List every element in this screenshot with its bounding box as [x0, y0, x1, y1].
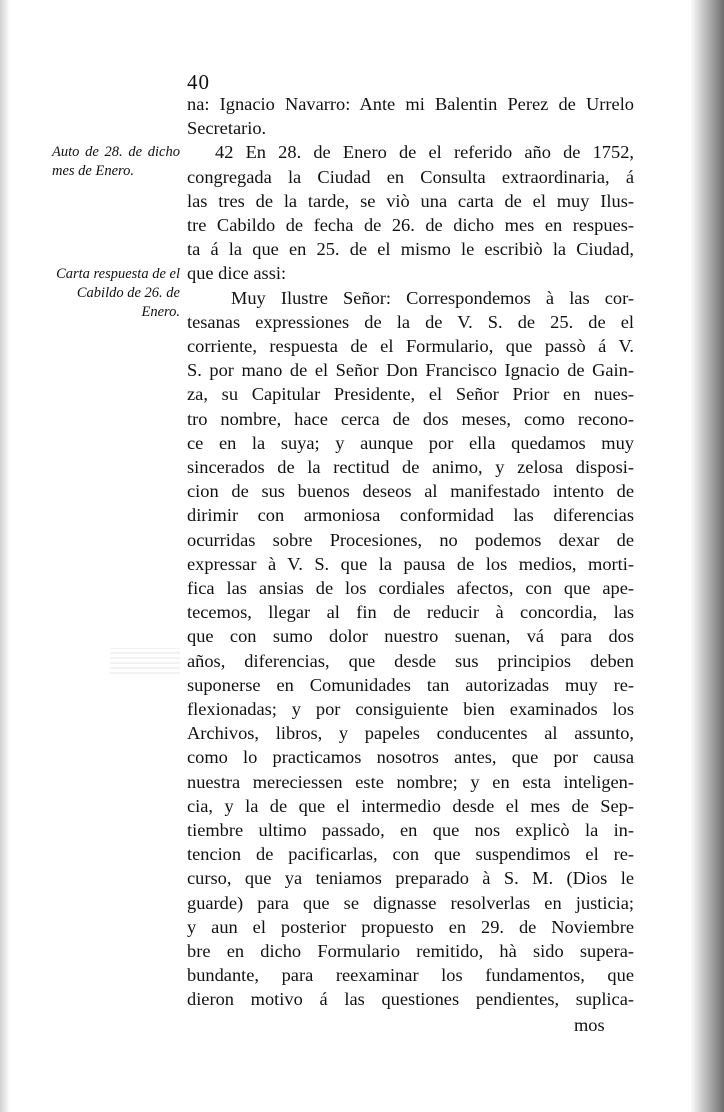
text-line: ce en la suya; y aunque por ella quedamos muy — [187, 432, 634, 453]
text-line: suponerse en Comunidades tan autorizadas muy re- — [187, 674, 634, 695]
text-line: ta á la que en 25. de el mismo le escribiò la Ciudad, — [187, 239, 634, 260]
text-line: dirimir con armoniosa conformidad las diferencias — [187, 505, 634, 526]
margin-note-auto: Auto de 28. de dicho mes de Enero. — [52, 144, 180, 180]
text-line: curso, que ya teniamos preparado à S. M. (Dios le — [187, 868, 634, 889]
text-line: como lo practicamos nosotros antes, que por causa — [187, 747, 634, 768]
text-line: S. por mano de el Señor Don Francisco Ignacio de Gain- — [187, 360, 634, 381]
text-line: Archivos, libros, y papeles conducentes al assunto, — [187, 723, 634, 744]
text-line: tencion de pacificarlas, con que suspendimos el re- — [187, 844, 634, 865]
text-line: ocurridas sobre Procesiones, no podemos dexar de — [187, 529, 634, 550]
text-line: tesanas expressiones de la de V. S. de 25. de el — [187, 311, 634, 332]
text-line: bundante, para reexaminar los fundamentos, que — [187, 965, 634, 986]
text-line: corriente, respuesta de el Formulario, que passò á V. — [187, 336, 634, 356]
text-line: las tres de la tarde, se viò una carta de el muy Ilus- — [187, 190, 634, 211]
catchword: mos — [574, 1014, 605, 1035]
text-line: guarde) para que se dignasse resolverlas en justicia; — [187, 892, 634, 913]
text-line: congregada la Ciudad en Consulta extraordinaria, á — [187, 166, 634, 187]
margin-note-carta: Carta respuesta de el Cabildo de 26. de Enero. — [56, 266, 180, 321]
text-line: que dice assi: — [187, 263, 287, 284]
text-line: Secretario. — [187, 118, 267, 139]
bleed-through-mark — [110, 648, 180, 674]
text-line: 42 En 28. de Enero de el referido año de 1752, — [215, 142, 634, 163]
text-line: cion de sus buenos deseos al manifestado intento de — [187, 481, 634, 502]
text-line: dieron motivo á las questiones pendientes, suplica- — [187, 989, 634, 1010]
text-line: tro nombre, hace cerca de dos meses, como recono- — [187, 408, 634, 429]
text-line: flexionadas; y por consiguiente bien examinados los — [187, 699, 634, 719]
spine-shadow — [0, 0, 10, 1112]
text-line: sincerados de la rectitud de animo, y zelosa disposi- — [187, 457, 634, 477]
text-line: na: Ignacio Navarro: Ante mi Balentin Perez de Urrelo — [187, 94, 634, 114]
page-edge-shadow — [690, 0, 724, 1112]
text-line: tiembre ultimo passado, en que nos explicò la in- — [187, 820, 634, 840]
text-line: y aun el posterior propuesto en 29. de Noviembre — [187, 916, 634, 937]
text-line: za, su Capitular Presidente, el Señor Prior en nues- — [187, 384, 634, 405]
text-line: bre en dicho Formulario remitido, hà sido supera- — [187, 941, 634, 961]
text-line: tre Cabildo de fecha de 26. de dicho mes en respues- — [187, 215, 634, 235]
text-line: expressar à V. S. que la pausa de los medios, morti- — [187, 553, 634, 574]
text-line: años, diferencias, que desde sus principios deben — [187, 650, 634, 671]
text-line: Muy Ilustre Señor: Correspondemos à las cor- — [231, 287, 634, 308]
page-number: 40 — [187, 70, 210, 94]
text-line: nuestra mereciessen este nombre; y en esta inteligen- — [187, 771, 634, 792]
text-line: tecemos, llegar al fin de reducir à concordia, las — [187, 602, 634, 623]
text-line: que con sumo dolor nuestro suenan, vá para dos — [187, 626, 634, 647]
text-line: cia, y la de que el intermedio desde el mes de Sep- — [187, 795, 634, 816]
text-line: fica las ansias de los cordiales afectos, con que ape- — [187, 578, 634, 598]
